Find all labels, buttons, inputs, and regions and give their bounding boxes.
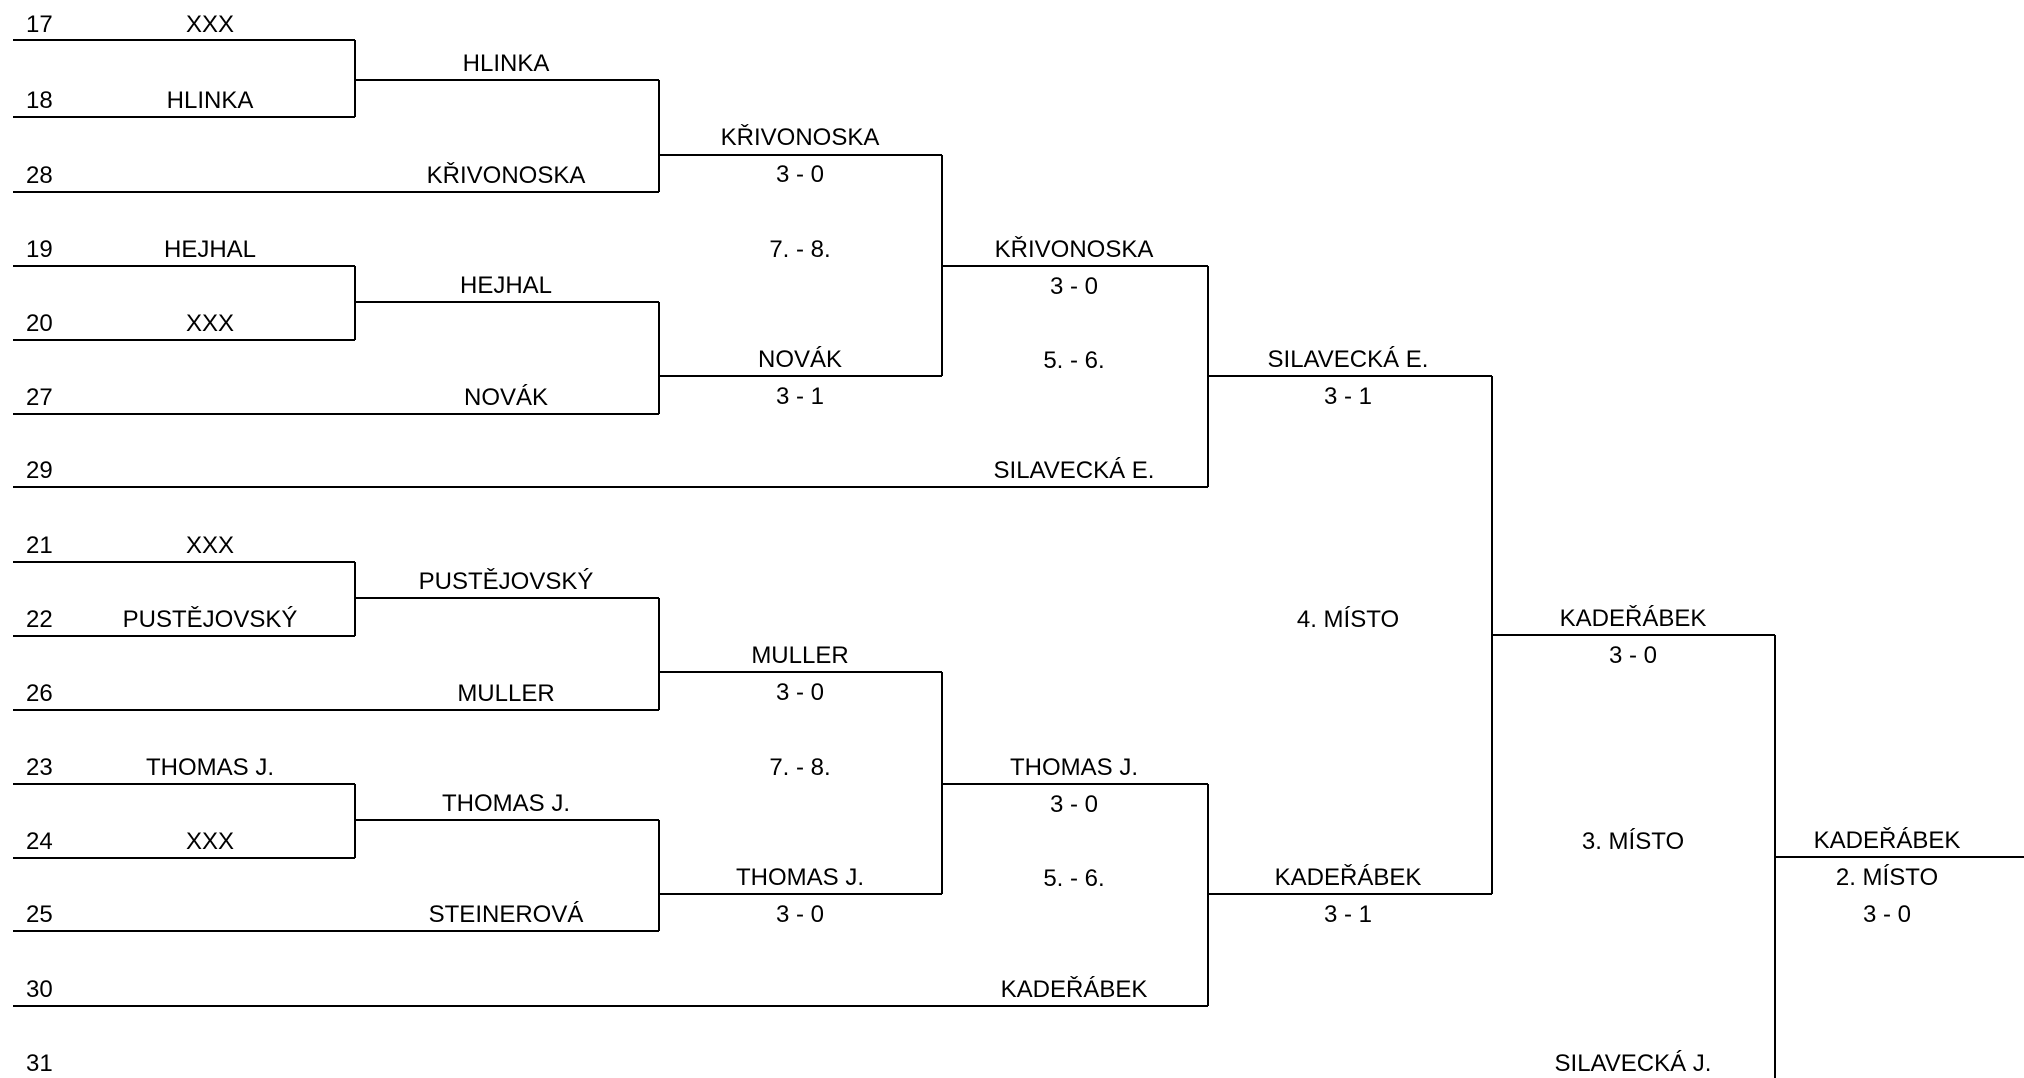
- seed-number: 30: [26, 976, 53, 1003]
- match-score: 3 - 0: [1608, 642, 1658, 669]
- match-score: 3 - 0: [1862, 901, 1912, 928]
- final-result: [1814, 827, 1961, 928]
- player-name: NOVÁK: [757, 346, 843, 373]
- player-name: KADEŘÁBEK: [1559, 605, 1707, 632]
- round2-names: [419, 50, 594, 928]
- placement-label: 2. MÍSTO: [1835, 864, 1939, 891]
- seed-number: 31: [26, 1050, 53, 1077]
- round3-results: [721, 124, 880, 928]
- player-name: KADEŘÁBEK: [1000, 976, 1148, 1003]
- match-score: 3 - 0: [775, 161, 825, 188]
- placement-label: 5. - 6.: [1043, 865, 1105, 892]
- seed-number: 24: [26, 828, 53, 855]
- player-name: XXX: [185, 310, 235, 337]
- player-name: KADEŘÁBEK: [1813, 827, 1961, 854]
- match-score: 3 - 1: [1323, 901, 1373, 928]
- seed-number: 26: [26, 680, 53, 707]
- match-score: 3 - 0: [1049, 791, 1099, 818]
- player-name: THOMAS J.: [441, 790, 571, 817]
- match-score: 3 - 1: [775, 383, 825, 410]
- player-name: HEJHAL: [459, 272, 553, 299]
- player-name: KŘIVONOSKA: [426, 162, 586, 189]
- player-name: SILAVECKÁ E.: [993, 457, 1155, 484]
- player-name: NOVÁK: [463, 384, 549, 411]
- player-name: MULLER: [457, 680, 555, 707]
- player-name: PUSTĚJOVSKÝ: [122, 606, 298, 633]
- player-name: PUSTĚJOVSKÝ: [418, 568, 594, 595]
- player-name: STEINEROVÁ: [428, 901, 584, 928]
- round5-results: [1268, 346, 1429, 928]
- match-score: 3 - 0: [775, 901, 825, 928]
- placement-label: 4. MÍSTO: [1296, 606, 1400, 633]
- seed-number: 27: [26, 384, 53, 411]
- player-name: KŘIVONOSKA: [720, 124, 880, 151]
- seed-number: 23: [26, 754, 53, 781]
- placement-label: 3. MÍSTO: [1581, 828, 1685, 855]
- player-name: HEJHAL: [163, 236, 257, 263]
- player-name: HLINKA: [462, 50, 550, 77]
- seed-number: 28: [26, 162, 53, 189]
- player-name: THOMAS J.: [1009, 754, 1139, 781]
- player-name: HLINKA: [166, 87, 254, 114]
- match-score: 3 - 0: [1049, 273, 1099, 300]
- round6-results: [1555, 605, 1712, 1077]
- player-name: KŘIVONOSKA: [994, 236, 1154, 263]
- match-score: 3 - 1: [1323, 383, 1373, 410]
- placement-label: 7. - 8.: [769, 236, 831, 263]
- seed-number: 29: [26, 457, 53, 484]
- match-score: 3 - 0: [775, 679, 825, 706]
- placement-label: 5. - 6.: [1043, 347, 1105, 374]
- player-name: XXX: [185, 532, 235, 559]
- seed-number: 19: [26, 236, 53, 263]
- seed-number: 22: [26, 606, 53, 633]
- player-name: THOMAS J.: [735, 864, 865, 891]
- bracket-lines: [13, 40, 2024, 1078]
- seed-number: 21: [26, 532, 53, 559]
- seed-number: 17: [26, 11, 53, 38]
- placement-label: 7. - 8.: [769, 754, 831, 781]
- player-name: XXX: [185, 11, 235, 38]
- seed-number: 18: [26, 87, 53, 114]
- player-name: THOMAS J.: [145, 754, 275, 781]
- seed-number: 20: [26, 310, 53, 337]
- player-name: SILAVECKÁ E.: [1267, 346, 1429, 373]
- player-name: MULLER: [751, 642, 849, 669]
- player-name: KADEŘÁBEK: [1274, 864, 1422, 891]
- round4-results: [994, 236, 1155, 1003]
- player-name: XXX: [185, 828, 235, 855]
- player-name: SILAVECKÁ J.: [1554, 1050, 1712, 1077]
- round1-names: [123, 11, 298, 855]
- seed-number: 25: [26, 901, 53, 928]
- seed-numbers: [26, 11, 53, 1077]
